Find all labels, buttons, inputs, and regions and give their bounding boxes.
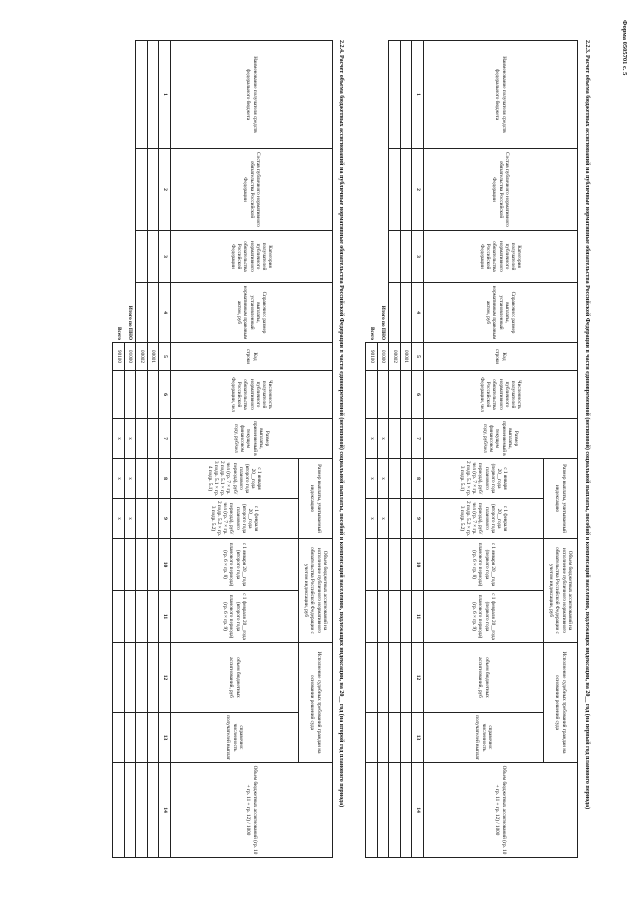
hdr-c12: объем бюджетных ассигнований, руб xyxy=(424,643,544,713)
cell[interactable] xyxy=(148,231,160,283)
cell[interactable] xyxy=(113,591,125,643)
row-code: 01000 xyxy=(125,343,137,371)
hdr-c9: с 1 февраля 20__года (второго года планового периода), руб/чел (гр. 7 × гр. 2 подр. 5.2 × гр. 3 подр. 5.2) xyxy=(171,499,299,539)
hdr-c1: Наименование получателя средств федерального бюджета xyxy=(424,41,578,149)
colnum: 12 xyxy=(412,643,424,713)
row-code: 00001 xyxy=(148,343,160,371)
cell[interactable] xyxy=(136,591,148,643)
cell-x: x xyxy=(378,499,390,539)
total-pno-label: Итого по ПНО xyxy=(378,41,390,343)
cell[interactable] xyxy=(148,371,160,419)
colnum: 2 xyxy=(412,149,424,231)
cell[interactable] xyxy=(148,643,160,713)
cell[interactable] xyxy=(148,41,160,149)
hdr-c1011: Объем бюджетных ассигнований на исполнение публичного нормативного обязательства Российской Федерации с учетом индексации, руб xyxy=(299,539,333,643)
hdr-c14: Объем бюджетных ассигнований (гр. 10 + гр. 11 + гр. 12) / 1000 xyxy=(424,763,578,858)
colnum: 8 xyxy=(159,459,171,499)
hdr-c3: Категория получателей публичного нормативного обязательства Российской Федерации xyxy=(171,231,333,283)
row-code: 90100 xyxy=(113,343,125,371)
cell[interactable] xyxy=(125,591,137,643)
hdr-c7: Размер выплаты, применяемый в текущем финансовом году, руб/чел xyxy=(171,419,333,459)
section-2-table xyxy=(113,40,334,858)
cell[interactable] xyxy=(125,643,137,713)
cell-x: x xyxy=(113,419,125,459)
total-all-label: Всего xyxy=(368,327,375,340)
section-1-title: 2.2.3. Расчет объема бюджетных ассигнований на публичные нормативные обязательства Российской Федерации в части единовременной (нетиповой) социальной выплаты, пособий и компенсаций населению, подлежащих индексации, на 20__ год (на первый год планового периода) xyxy=(584,40,590,810)
cell[interactable] xyxy=(125,713,137,763)
colnum: 6 xyxy=(159,371,171,419)
hdr-c10: с 1 января 20__года (второго года планового периода) (гр. 6 × гр. 8) xyxy=(171,539,299,591)
cell[interactable] xyxy=(136,283,148,343)
cell[interactable] xyxy=(125,371,137,419)
hdr-c2: Состав публичного нормативного обязательства Российской Федерации xyxy=(424,149,578,231)
cell[interactable] xyxy=(113,371,125,419)
hdr-c13: справочно: численность получателей выплат xyxy=(424,713,544,763)
table-row xyxy=(148,41,160,858)
colnum: 11 xyxy=(159,591,171,643)
colnum: 8 xyxy=(412,459,424,499)
hdr-c9: с 1 февраля 20__года (второго года планового периода), руб/чел (гр. 7 × гр. 2 подр. 5.2 × гр. 3 подр. 5.2) xyxy=(424,499,544,539)
hdr-c6: Численность получателей публичного нормативного обязательства Российской Федерации, чел xyxy=(171,371,333,419)
total-pno-label: Итого по ПНО xyxy=(125,41,137,343)
hdr-c1011: Объем бюджетных ассигнований на исполнение публичного нормативного обязательства Российской Федерации с учетом индексации, руб xyxy=(544,539,578,643)
row-code: 00002 xyxy=(136,343,148,371)
cell[interactable] xyxy=(113,763,125,858)
table-row xyxy=(136,41,148,858)
hdr-c5: Код строки xyxy=(171,343,333,371)
cell-x: x xyxy=(366,419,378,459)
hdr-c13: справочно: численность получателей выплат xyxy=(171,713,299,763)
colnum: 4 xyxy=(412,283,424,343)
cell[interactable] xyxy=(148,283,160,343)
hdr-c2: Состав публичного нормативного обязательства Российской Федерации xyxy=(171,149,333,231)
hdr-c3: Категория получателей публичного нормативного обязательства Российской Федерации xyxy=(424,231,578,283)
colnum: 7 xyxy=(412,419,424,459)
cell[interactable] xyxy=(125,763,137,858)
column-number-row xyxy=(159,41,171,858)
cell[interactable] xyxy=(136,459,148,499)
cell[interactable] xyxy=(148,419,160,459)
colnum: 5 xyxy=(159,343,171,371)
cell[interactable] xyxy=(148,713,160,763)
colnum: 9 xyxy=(412,499,424,539)
hdr-c8: с 1 января 20__года (второго года планового периода), руб/чел (гр. 7 × гр. 2 подр. 5.1 × гр. 3 подр. 5.1 × гр. 4 подр. 5.1) xyxy=(171,459,299,499)
hdr-c89: Размер выплаты, учитываемый индексацию xyxy=(299,459,333,539)
cell-x: x xyxy=(366,459,378,499)
colnum: 5 xyxy=(412,343,424,371)
form-tag: Форма 0505701 с. 5 xyxy=(621,20,628,76)
cell[interactable] xyxy=(136,713,148,763)
hdr-c11: с 1 февраля 20__года (первого года планового периода) (гр. 6 × гр. 9) xyxy=(424,591,544,643)
cell-x: x xyxy=(366,499,378,539)
cell[interactable] xyxy=(136,149,148,231)
colnum: 13 xyxy=(159,713,171,763)
cell[interactable] xyxy=(113,643,125,713)
cell[interactable] xyxy=(136,643,148,713)
colnum: 1 xyxy=(159,41,171,149)
colnum: 12 xyxy=(159,643,171,713)
colnum: 2 xyxy=(159,149,171,231)
cell[interactable] xyxy=(136,763,148,858)
colnum: 9 xyxy=(159,499,171,539)
hdr-c11: с 1 февраля 20__года (второго года планового периода) (гр. 6 × гр. 9) xyxy=(171,591,299,643)
section-2 xyxy=(0,40,640,865)
colnum: 13 xyxy=(412,713,424,763)
cell[interactable] xyxy=(136,371,148,419)
cell[interactable] xyxy=(148,539,160,591)
cell-x: x xyxy=(113,499,125,539)
hdr-c8: с 1 января 20__года (первого года планового периода), руб/чел (гр. 7 × гр. 2 подр. 5.1 × гр. 3 подр. 5.1) xyxy=(424,459,544,499)
section-2-title: 2.2.4. Расчет объема бюджетных ассигнований на публичные нормативные обязательства Российской Федерации в части единовременной (нетиповой) социальной выплаты, пособий и компенсаций населению, подлежащих индексации, на 20__ год (на второй год планового периода) xyxy=(338,40,344,808)
cell-x: x xyxy=(125,419,137,459)
cell-x: x xyxy=(125,459,137,499)
row-code: 90100 xyxy=(366,343,378,371)
hdr-c14: Объем бюджетных ассигнований (гр. 10 + гр. 11 + гр. 12) / 1000 xyxy=(171,763,333,858)
cell[interactable] xyxy=(136,41,148,149)
total-all-label: Всего xyxy=(115,327,122,340)
colnum: 10 xyxy=(159,539,171,591)
row-code: 00002 xyxy=(389,343,401,371)
hdr-c1: Наименование получателя средств федерального бюджета xyxy=(171,41,333,149)
hdr-c10: с 1 января 20__года (первого года планового периода) (гр. 6 × гр. 8) xyxy=(424,539,544,591)
colnum: 3 xyxy=(159,231,171,283)
row-code: 01000 xyxy=(378,343,390,371)
cell[interactable] xyxy=(148,763,160,858)
cell[interactable] xyxy=(136,419,148,459)
cell[interactable] xyxy=(148,149,160,231)
hdr-c89: Размер выплаты, учитываемый индексацию xyxy=(544,459,578,539)
colnum: 14 xyxy=(412,763,424,858)
hdr-c5: Код строки xyxy=(424,343,578,371)
colnum: 10 xyxy=(412,539,424,591)
cell[interactable] xyxy=(113,539,125,591)
hdr-c1213: Исполнение судебных требований граждан на основании решений суда xyxy=(544,643,578,763)
cell[interactable] xyxy=(136,539,148,591)
cell[interactable] xyxy=(148,591,160,643)
cell[interactable] xyxy=(136,231,148,283)
colnum: 7 xyxy=(159,419,171,459)
cell-x: x xyxy=(125,499,137,539)
cell-x: x xyxy=(378,419,390,459)
colnum: 14 xyxy=(159,763,171,858)
total-all-row xyxy=(113,41,125,858)
cell-x: x xyxy=(113,459,125,499)
hdr-c4: Справочно: размер выплаты, установленный нормативным правовым актом, руб xyxy=(424,283,578,343)
cell-x: x xyxy=(378,459,390,499)
hdr-c4: Справочно: размер выплаты, установленный нормативным правовым актом, руб xyxy=(171,283,333,343)
hdr-c6: Численность получателей публичного нормативного обязательства Российской Федерации, чел xyxy=(424,371,578,419)
hdr-c7: Размер выплаты, применяемый в текущем финансовом году, руб/чел xyxy=(424,419,578,459)
cell[interactable] xyxy=(148,459,160,499)
hdr-c1213: Исполнение судебных требований граждан на основании решений суда xyxy=(299,643,333,763)
colnum: 1 xyxy=(412,41,424,149)
colnum: 6 xyxy=(412,371,424,419)
colnum: 4 xyxy=(159,283,171,343)
cell[interactable] xyxy=(136,499,148,539)
cell[interactable] xyxy=(125,539,137,591)
cell[interactable] xyxy=(113,713,125,763)
cell[interactable] xyxy=(148,499,160,539)
row-code: 00001 xyxy=(401,343,413,371)
colnum: 3 xyxy=(412,231,424,283)
colnum: 11 xyxy=(412,591,424,643)
total-pno-row xyxy=(125,41,137,858)
hdr-c12: объем бюджетных ассигнований, руб xyxy=(171,643,299,713)
